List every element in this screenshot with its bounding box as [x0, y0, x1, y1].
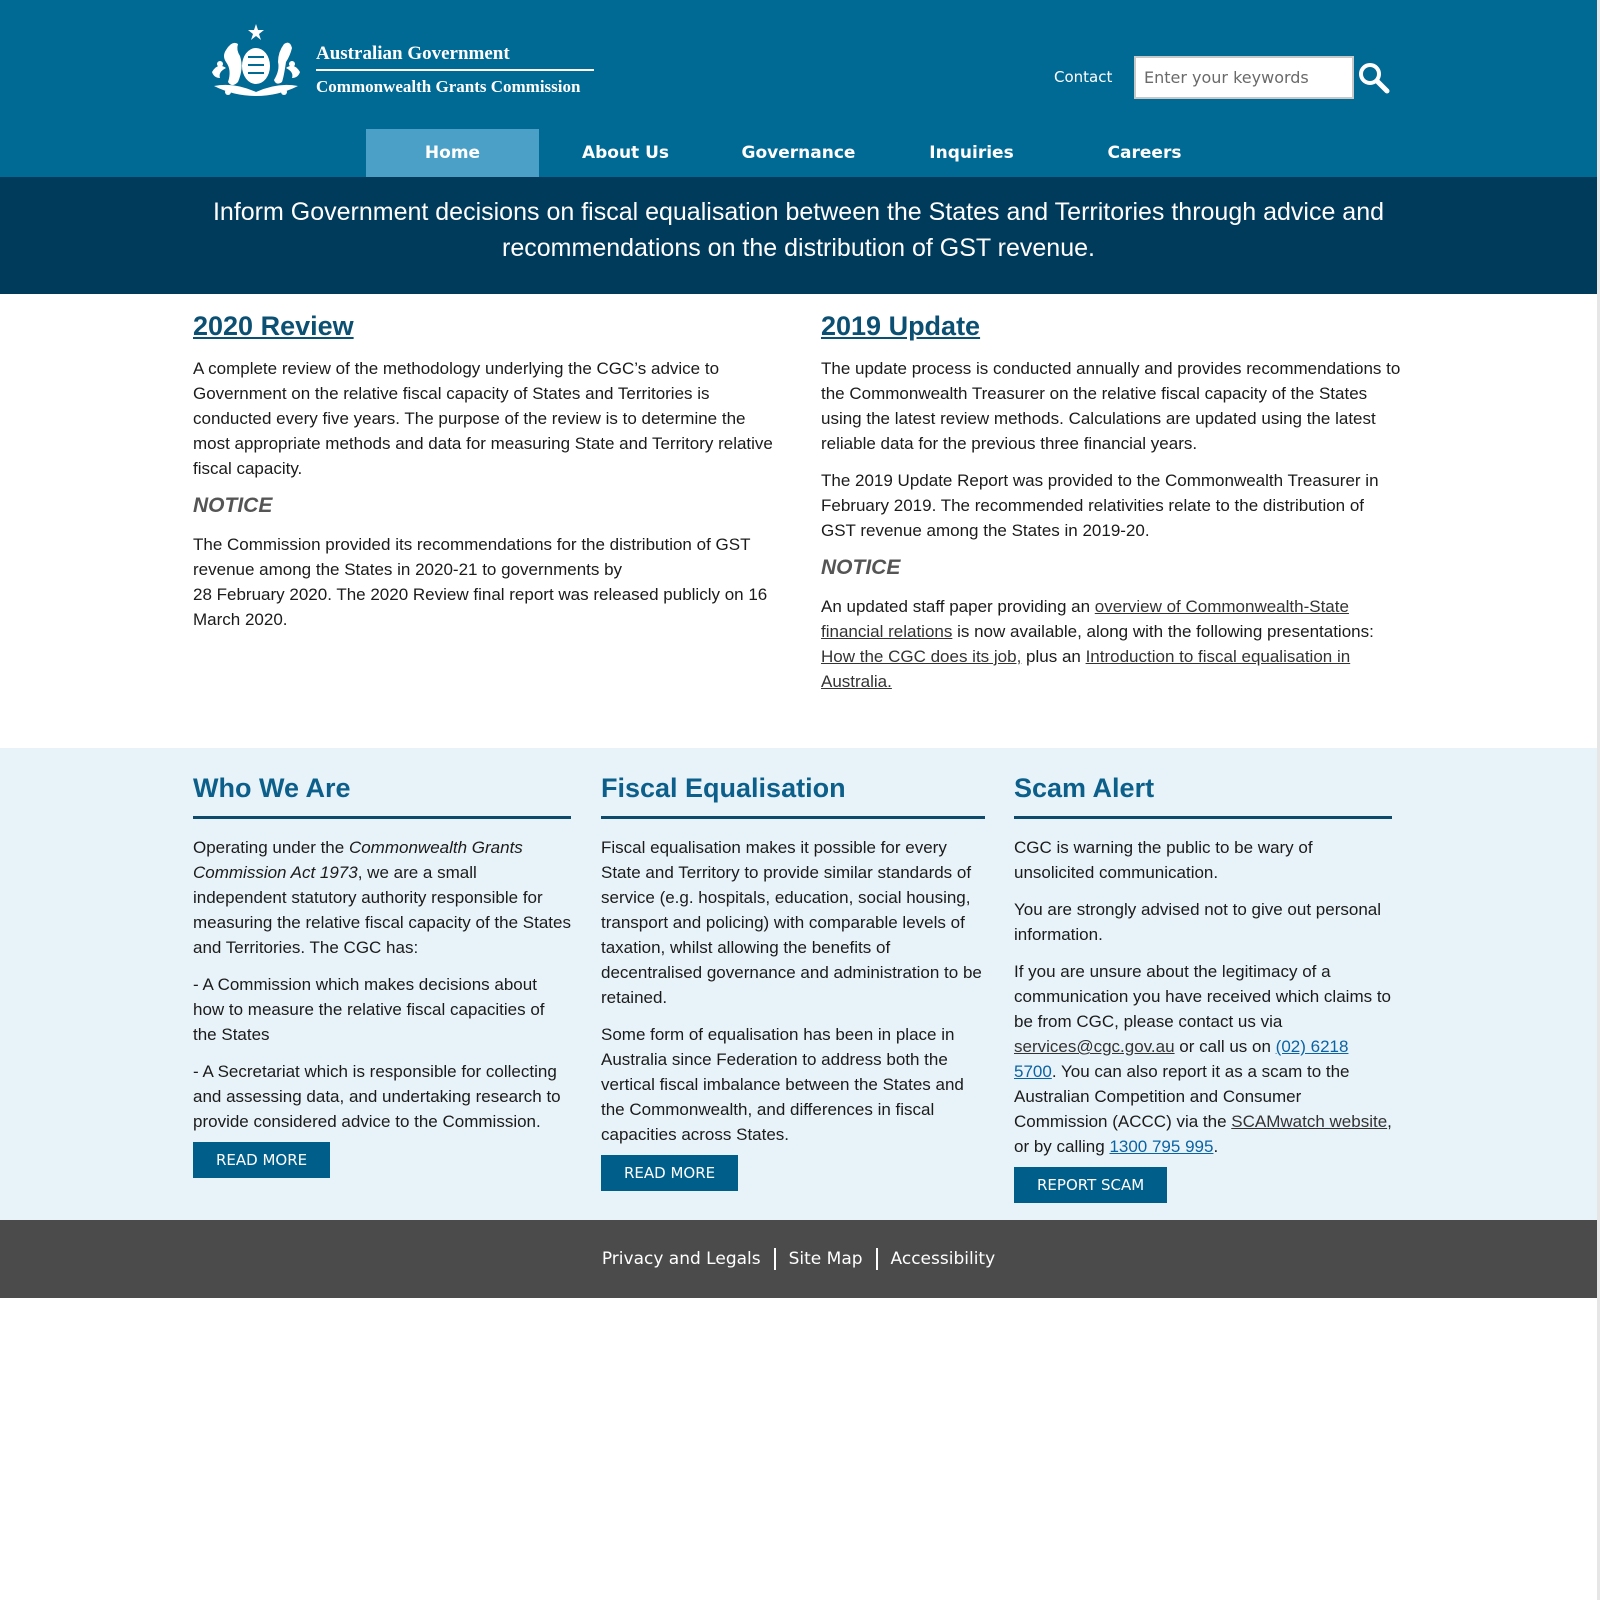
review-notice-line1: The Commission provided its recommendations for the distribution of GST revenue among the States in 2020-21 to governments by	[193, 535, 751, 579]
nav-item-about-us[interactable]: About Us	[581, 143, 670, 163]
scam-p3-mid: or call us on	[1174, 1037, 1276, 1056]
cgc-phone-link[interactable]: (02) 6218 5700	[1014, 1037, 1349, 1081]
fiscal-para-1: Fiscal equalisation makes it possible for every State and Territory to provide similar standards of service (e.g. hospitals, education, social housing, transport and policing) with comparable levels of taxation, whilst allowing the benefits of decentralised governance and administration to be retained.	[601, 838, 982, 1007]
review-section	[193, 308, 773, 632]
update-notice-mid: is now available, along with the following presentations:	[952, 622, 1374, 641]
mission-text: Inform Government decisions on fiscal equalisation between the States and Territories through advice and recommendations on the distribution of GST revenue.	[212, 198, 1385, 262]
fiscal-read-more-button[interactable]: READ MORE	[601, 1155, 738, 1191]
update-section	[821, 308, 1401, 706]
scam-p3-end: .	[1213, 1137, 1219, 1156]
report-scam-button[interactable]: REPORT SCAM	[1014, 1167, 1167, 1203]
logo-line-commission: Commonwealth Grants Commission	[316, 77, 581, 96]
fiscal-equalisation-title: Fiscal Equalisation	[601, 770, 985, 819]
update-notice-plus: plus an	[1021, 647, 1086, 666]
search-input[interactable]	[1136, 58, 1352, 97]
review-notice-line2: 28 February 2020. The 2020 Review final report was released publicly on 16 March 2020.	[193, 585, 768, 629]
fiscal-equalisation-card	[601, 770, 985, 1191]
scam-para-3	[1014, 959, 1392, 1159]
who-intro-pre: Operating under the	[193, 838, 349, 857]
who-secretariat-item: - A Secretariat which is responsible for collecting and assessing data, and undertaking research to provide considered advice to the Commission.	[193, 1062, 561, 1131]
intro-fiscal-link[interactable]: Introduction to fiscal equalisation in Australia.	[821, 647, 1351, 691]
search-icon	[1358, 62, 1390, 94]
search-box	[1134, 56, 1354, 99]
footer-link-accessibility[interactable]: Accessibility	[890, 1249, 996, 1269]
logo-line-government: Australian Government	[316, 43, 510, 64]
who-intro-post: , we are a small independent statutory authority responsible for measuring the relative fiscal capacity of the States and Territories. The CGC has:	[193, 863, 571, 957]
who-we-are-card	[193, 770, 571, 1178]
services-email-link[interactable]: services@cgc.gov.au	[1014, 1037, 1175, 1056]
review-body: A complete review of the methodology underlying the CGC’s advice to Government on the relative fiscal capacity of States and Territories is conducted every five years. The purpose of the review is to determine the most appropriate methods and data for measuring State and Territory relative fiscal capacity.	[193, 359, 773, 478]
footer-link-site-map[interactable]: Site Map	[788, 1249, 863, 1269]
update-notice-pre: An updated staff paper providing an	[821, 597, 1095, 616]
government-logo[interactable]	[204, 22, 604, 102]
scamwatch-phone-link[interactable]: 1300 795 995	[1109, 1137, 1214, 1156]
logo-text	[316, 42, 594, 98]
who-commission-item: - A Commission which makes decisions about how to measure the relative fiscal capacities of the States	[193, 975, 545, 1044]
nav-item-home[interactable]: Home	[366, 129, 539, 177]
scam-p3-post: . You can also report it as a scam to the Australian Competition and Consumer Commission (ACCC) via the	[1014, 1062, 1350, 1131]
update-title-link[interactable]: 2019 Update	[821, 311, 981, 341]
main-nav	[366, 129, 1231, 177]
who-we-are-intro	[193, 835, 571, 960]
update-body-1: The update process is conducted annually and provides recommendations to the Commonwealth Treasurer on the relative fiscal capacity of the States using the latest review methods. Calculations are updated using the latest reliable data for the previous three financial years.	[821, 359, 1401, 453]
act-name: Commonwealth Grants Commission Act 1973	[193, 838, 523, 882]
search-button[interactable]	[1358, 62, 1390, 94]
scam-p3-pre: If you are unsure about the legitimacy of a communication you have received which claims to be from CGC, please contact us via	[1014, 962, 1392, 1031]
nav-item-careers[interactable]: Careers	[1107, 143, 1182, 163]
mission-banner	[0, 177, 1597, 294]
nav-item-governance[interactable]: Governance	[741, 143, 856, 163]
review-title-link[interactable]: 2020 Review	[193, 311, 354, 341]
who-read-more-button[interactable]: READ MORE	[193, 1142, 330, 1178]
site-header	[0, 0, 1597, 177]
update-body-2: The 2019 Update Report was provided to the Commonwealth Treasurer in February 2019. The recommended relativities relate to the distribution of GST revenue among the States in 2019-20.	[821, 471, 1379, 540]
scam-para-2: You are strongly advised not to give out personal information.	[1014, 900, 1382, 944]
review-notice-body	[193, 532, 773, 632]
scam-alert-title: Scam Alert	[1014, 770, 1392, 819]
nav-item-inquiries[interactable]: Inquiries	[929, 143, 1014, 163]
coat-of-arms-icon	[204, 22, 308, 102]
logo-divider	[316, 69, 594, 71]
footer-link-privacy[interactable]: Privacy and Legals	[601, 1249, 761, 1269]
scam-p3-calling: , or by calling	[1014, 1112, 1392, 1156]
site-footer	[0, 1220, 1597, 1298]
contact-link[interactable]: Contact	[1054, 68, 1113, 86]
how-cgc-link[interactable]: How the CGC does its job,	[821, 647, 1022, 666]
update-notice-title: NOTICE	[821, 556, 901, 579]
overview-link[interactable]: overview of Commonwealth-State financial relations	[821, 597, 1349, 641]
scam-para-1: CGC is warning the public to be wary of unsolicited communication.	[1014, 838, 1313, 882]
review-notice-title: NOTICE	[193, 494, 273, 517]
fiscal-para-2: Some form of equalisation has been in place in Australia since Federation to address both the vertical fiscal imbalance between the States and the Commonwealth, and differences in fiscal capacities across States.	[601, 1025, 964, 1144]
scam-alert-card	[1014, 770, 1392, 1203]
who-we-are-title: Who We Are	[193, 770, 571, 819]
update-notice-body	[821, 594, 1401, 694]
scamwatch-link[interactable]: SCAMwatch website	[1231, 1112, 1388, 1131]
